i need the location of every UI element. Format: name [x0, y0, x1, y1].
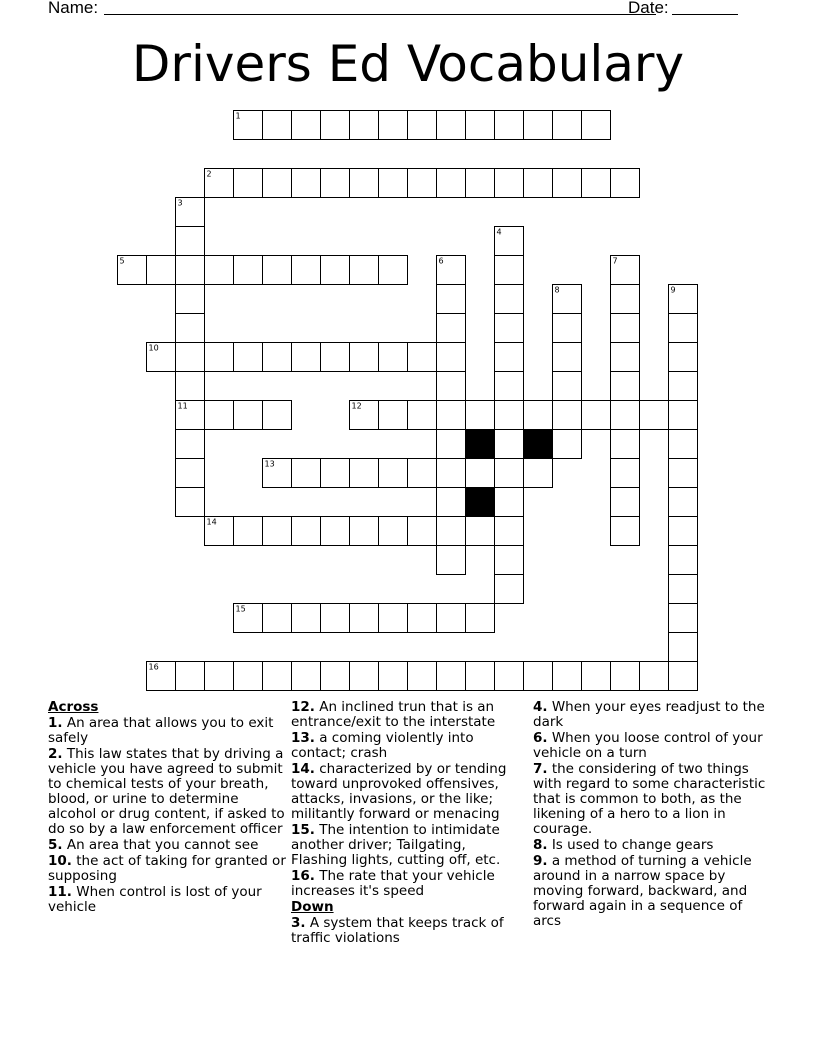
grid-cell[interactable] [350, 111, 379, 140]
grid-cell[interactable] [437, 169, 466, 198]
grid-cell[interactable] [495, 546, 524, 575]
grid-cell[interactable] [263, 111, 292, 140]
header-row [48, 0, 768, 22]
grid-cell[interactable] [611, 517, 640, 546]
grid-cell[interactable] [466, 517, 495, 546]
grid-cell[interactable] [437, 401, 466, 430]
grid-cell[interactable] [669, 372, 698, 401]
grid-cell[interactable] [495, 430, 524, 459]
cell-number: 4 [496, 227, 502, 237]
grid-cell[interactable] [263, 343, 292, 372]
grid-cell[interactable] [234, 401, 263, 430]
grid-cell[interactable] [437, 604, 466, 633]
grid-cell[interactable] [408, 169, 437, 198]
grid-block [466, 430, 495, 459]
clue-across-5: 5. An area that you cannot see [48, 837, 259, 853]
grid-cell[interactable] [234, 343, 263, 372]
grid-cell[interactable] [263, 169, 292, 198]
page-title: Drivers Ed Vocabulary [131, 35, 685, 93]
grid-cell[interactable] [292, 111, 321, 140]
grid-cell[interactable] [669, 488, 698, 517]
clue-across-15: 15. The intention to intimidate another driver; Tailgating, Flashing lights, cutting off, etc. [291, 822, 501, 868]
grid-cell[interactable] [495, 517, 524, 546]
grid-cell[interactable] [408, 459, 437, 488]
grid-cell[interactable] [234, 169, 263, 198]
grid-cell[interactable] [379, 401, 408, 430]
grid-cell[interactable] [669, 459, 698, 488]
cell-number: 6 [438, 256, 444, 266]
grid-cell[interactable] [205, 662, 234, 691]
grid-cell[interactable] [321, 256, 350, 285]
grid-cell[interactable] [350, 517, 379, 546]
grid-cell[interactable] [379, 256, 408, 285]
clue-down-3: 3. A system that keeps track of traffic violations [291, 915, 504, 946]
cell-number: 7 [612, 256, 618, 266]
grid-cell[interactable] [176, 227, 205, 256]
grid-cell[interactable] [234, 111, 263, 140]
cell-number: 11 [177, 401, 188, 411]
grid-cell[interactable] [611, 401, 640, 430]
clue-column-3 [533, 700, 771, 930]
grid-cell[interactable] [669, 401, 698, 430]
grid-cell[interactable] [321, 662, 350, 691]
grid-cell[interactable] [495, 343, 524, 372]
clue-across-12: 12. An inclined trun that is an entrance/exit to the interstate [291, 699, 496, 730]
grid-cell[interactable] [205, 169, 234, 198]
grid-cell[interactable] [147, 343, 176, 372]
grid-cell[interactable] [437, 662, 466, 691]
name-field-line[interactable] [104, 14, 656, 15]
grid-cell[interactable] [553, 314, 582, 343]
grid-cell[interactable] [263, 604, 292, 633]
grid-cell[interactable] [524, 459, 553, 488]
grid-cell[interactable] [321, 343, 350, 372]
grid-cell[interactable] [495, 111, 524, 140]
grid-cell[interactable] [379, 662, 408, 691]
grid-cell[interactable] [263, 256, 292, 285]
cell-number: 3 [177, 198, 183, 208]
grid-cell[interactable] [379, 604, 408, 633]
grid-cell[interactable] [495, 256, 524, 285]
grid-cell[interactable] [466, 662, 495, 691]
grid-cell[interactable] [640, 401, 669, 430]
grid-cell[interactable] [495, 459, 524, 488]
cell-number: 12 [351, 401, 362, 411]
grid-cell[interactable] [611, 662, 640, 691]
grid-cell[interactable] [669, 314, 698, 343]
grid-cell[interactable] [176, 372, 205, 401]
grid-cell[interactable] [176, 198, 205, 227]
clue-down-6: 6. When you loose control of your vehicle on a turn [533, 730, 763, 761]
cell-number: 9 [670, 285, 676, 295]
date-label: Date: [628, 0, 669, 17]
clue-across-10: 10. the act of taking for granted or supposing [48, 853, 286, 884]
grid-cell[interactable] [611, 343, 640, 372]
grid-cell[interactable] [292, 169, 321, 198]
grid-cell[interactable] [350, 401, 379, 430]
grid-cell[interactable] [466, 604, 495, 633]
clue-column-1 [48, 700, 286, 916]
grid-cell[interactable] [669, 285, 698, 314]
grid-cell[interactable] [408, 604, 437, 633]
grid-cell[interactable] [321, 169, 350, 198]
clue-down-8: 8. Is used to change gears [533, 837, 714, 853]
grid-cell[interactable] [466, 111, 495, 140]
grid-cell[interactable] [495, 285, 524, 314]
grid-cell[interactable] [408, 343, 437, 372]
grid-cell[interactable] [176, 314, 205, 343]
grid-cell[interactable] [292, 517, 321, 546]
grid-cell[interactable] [611, 314, 640, 343]
grid-cell[interactable] [495, 314, 524, 343]
grid-cell[interactable] [582, 169, 611, 198]
grid-cell[interactable] [147, 662, 176, 691]
clue-down-4: 4. When your eyes readjust to the dark [533, 699, 765, 730]
grid-cell[interactable] [495, 169, 524, 198]
grid-cell[interactable] [350, 256, 379, 285]
clue-across-11: 11. When control is lost of your vehicle [48, 884, 262, 915]
grid-block [524, 430, 553, 459]
grid-cell[interactable] [669, 546, 698, 575]
cell-number: 14 [206, 517, 217, 527]
grid-cell[interactable] [292, 662, 321, 691]
date-field-line[interactable] [672, 14, 738, 15]
grid-cell[interactable] [611, 372, 640, 401]
grid-cell[interactable] [640, 662, 669, 691]
grid-cell[interactable] [669, 633, 698, 662]
grid-cell[interactable] [205, 256, 234, 285]
grid-cell[interactable] [437, 488, 466, 517]
grid-cell[interactable] [263, 401, 292, 430]
clue-across-13: 13. a coming violently into contact; crash [291, 730, 474, 761]
clue-across-14: 14. characterized by or tending toward unprovoked offensives, attacks, invasions, or the like; militantly forward or menacing [291, 761, 507, 822]
grid-cell[interactable] [437, 517, 466, 546]
grid-cell[interactable] [350, 169, 379, 198]
grid-cell[interactable] [611, 256, 640, 285]
grid-cell[interactable] [437, 285, 466, 314]
grid-cell[interactable] [437, 372, 466, 401]
grid-cell[interactable] [379, 343, 408, 372]
grid-cell[interactable] [611, 488, 640, 517]
down-heading: Down [291, 899, 334, 915]
grid-cell[interactable] [176, 285, 205, 314]
grid-cell[interactable] [408, 111, 437, 140]
grid-cell[interactable] [379, 169, 408, 198]
grid-cell[interactable] [466, 459, 495, 488]
grid-cell[interactable] [669, 343, 698, 372]
grid-cell[interactable] [379, 517, 408, 546]
cell-number: 16 [148, 662, 159, 672]
grid-cell[interactable] [524, 169, 553, 198]
name-label: Name: [48, 0, 99, 17]
grid-cell[interactable] [321, 111, 350, 140]
grid-cell[interactable] [524, 401, 553, 430]
grid-cell[interactable] [611, 459, 640, 488]
grid-cell[interactable] [350, 604, 379, 633]
clue-across-2: 2. This law states that by driving a vehicle you have agreed to submit to chemical tests of your breath, blood, or urine to determine alcohol or drug content, if asked to do so by a law enforcement officer [48, 746, 285, 837]
cell-number: 8 [554, 285, 560, 295]
cell-number: 5 [119, 256, 125, 266]
grid-cell[interactable] [669, 662, 698, 691]
grid-cell[interactable] [553, 343, 582, 372]
grid-cell[interactable] [350, 459, 379, 488]
grid-cell[interactable] [669, 517, 698, 546]
grid-cell[interactable] [669, 575, 698, 604]
grid-cell[interactable] [437, 111, 466, 140]
clue-across-1: 1. An area that allows you to exit safely [48, 715, 274, 746]
across-heading: Across [48, 699, 99, 715]
grid-cell[interactable] [350, 662, 379, 691]
grid-cell[interactable] [176, 488, 205, 517]
grid-cell[interactable] [321, 517, 350, 546]
grid-cell[interactable] [582, 662, 611, 691]
cell-number: 10 [148, 343, 159, 353]
grid-cell[interactable] [611, 430, 640, 459]
grid-cell[interactable] [495, 227, 524, 256]
cell-number: 13 [264, 459, 275, 469]
grid-cell[interactable] [495, 575, 524, 604]
grid-block [466, 488, 495, 517]
grid-cell[interactable] [205, 343, 234, 372]
grid-cell[interactable] [408, 517, 437, 546]
grid-cell[interactable] [292, 459, 321, 488]
grid-cell[interactable] [292, 343, 321, 372]
grid-cell[interactable] [176, 662, 205, 691]
grid-cell[interactable] [263, 517, 292, 546]
grid-cell[interactable] [553, 169, 582, 198]
grid-cell[interactable] [263, 662, 292, 691]
grid-cell[interactable] [466, 169, 495, 198]
cell-number: 1 [235, 111, 241, 121]
grid-cell[interactable] [611, 285, 640, 314]
grid-cell[interactable] [437, 314, 466, 343]
grid-cell[interactable] [437, 546, 466, 575]
grid-cell[interactable] [176, 459, 205, 488]
grid-cell[interactable] [321, 459, 350, 488]
grid-cell[interactable] [176, 401, 205, 430]
grid-cell[interactable] [582, 401, 611, 430]
grid-cell[interactable] [205, 517, 234, 546]
grid-cell[interactable] [292, 604, 321, 633]
grid-cell[interactable] [292, 256, 321, 285]
grid-cell[interactable] [379, 111, 408, 140]
grid-cell[interactable] [176, 343, 205, 372]
grid-cell[interactable] [524, 662, 553, 691]
grid-cell[interactable] [205, 401, 234, 430]
cell-number: 2 [206, 169, 212, 179]
grid-cell[interactable] [669, 604, 698, 633]
grid-cell[interactable] [582, 111, 611, 140]
grid-cell[interactable] [408, 401, 437, 430]
grid-cell[interactable] [669, 430, 698, 459]
grid-cell[interactable] [176, 430, 205, 459]
clue-down-9: 9. a method of turning a vehicle around in a narrow space by moving forward, backward, and forward again in a sequence of arcs [533, 853, 752, 929]
grid-cell[interactable] [495, 488, 524, 517]
grid-cell[interactable] [437, 430, 466, 459]
grid-cell[interactable] [553, 111, 582, 140]
grid-cell[interactable] [437, 343, 466, 372]
grid-cell[interactable] [524, 111, 553, 140]
grid-cell[interactable] [553, 430, 582, 459]
grid-cell[interactable] [437, 459, 466, 488]
grid-cell[interactable] [176, 256, 205, 285]
clue-down-7: 7. the considering of two things with regard to some characteristic that is common to both, as the likening of a hero to a lion in courage. [533, 761, 766, 837]
grid-cell[interactable] [234, 256, 263, 285]
grid-cell[interactable] [553, 401, 582, 430]
grid-cell[interactable] [350, 343, 379, 372]
grid-cell[interactable] [611, 169, 640, 198]
grid-cell[interactable] [437, 256, 466, 285]
grid-cell[interactable] [234, 662, 263, 691]
grid-cell[interactable] [234, 604, 263, 633]
grid-cell[interactable] [553, 372, 582, 401]
clue-across-16: 16. The rate that your vehicle increases it's speed [291, 868, 495, 899]
grid-cell[interactable] [495, 662, 524, 691]
cell-number: 15 [235, 604, 246, 614]
grid-cell[interactable] [321, 604, 350, 633]
grid-cell[interactable] [495, 372, 524, 401]
grid-cell[interactable] [553, 662, 582, 691]
grid-cell[interactable] [553, 285, 582, 314]
grid-cell[interactable] [379, 459, 408, 488]
clue-column-2 [291, 700, 517, 947]
grid-cell[interactable] [466, 401, 495, 430]
grid-cell[interactable] [495, 401, 524, 430]
grid-cell[interactable] [234, 517, 263, 546]
grid-cell[interactable] [263, 459, 292, 488]
grid-cell[interactable] [147, 256, 176, 285]
grid-cell[interactable] [118, 256, 147, 285]
grid-cell[interactable] [408, 662, 437, 691]
